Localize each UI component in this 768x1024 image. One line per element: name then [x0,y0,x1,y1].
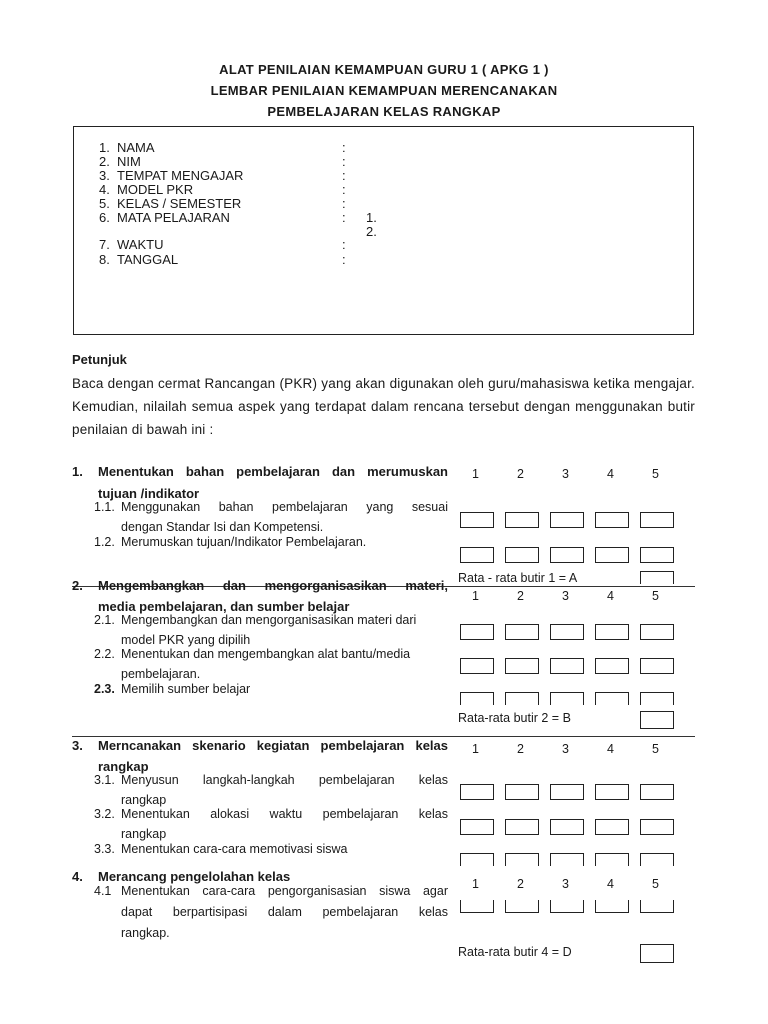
item-number: 4.1 [94,884,112,898]
item-4-1-text-cont: dapat berpartisipasi dalam pembelajaran kelas [121,905,448,919]
item-number: 3.1. [94,773,115,787]
score-box[interactable] [505,512,539,528]
field-colon: : [342,196,346,211]
score-box[interactable] [505,624,539,640]
title-line-3: PEMBELAJARAN KELAS RANGKAP [267,104,501,119]
section-3-title: Merncanakan skenario kegiatan pembelajaran kelas [98,738,448,753]
score-box[interactable] [550,853,584,866]
field-no: 3. [99,168,110,183]
item-number: 3.2. [94,807,115,821]
score-box[interactable] [595,819,629,835]
scale-3: 3 [562,589,569,603]
scale-1: 1 [472,877,479,891]
rata-rata-b-label: Rata-rata butir 2 = B [458,711,571,725]
field-label-nim: NIM [117,154,141,169]
rata-rata-d-box[interactable] [640,944,674,963]
field-colon: : [342,168,346,183]
scale-2: 2 [517,589,524,603]
score-box[interactable] [640,853,674,866]
score-box[interactable] [505,658,539,674]
field-label-tempat: TEMPAT MENGAJAR [117,168,244,183]
item-3-3-text: Menentukan cara-cara memotivasi siswa [121,842,348,856]
scale-5: 5 [652,467,659,481]
item-3-1-text-cont: rangkap [121,793,167,807]
score-box[interactable] [550,900,584,913]
field-no: 4. [99,182,110,197]
score-box[interactable] [460,547,494,563]
petunjuk-text: Baca dengan cermat Rancangan (PKR) yang akan digunakan oleh guru/mahasiswa ketika mengajar. Kemudian, nilailah semua aspek yang terdapat dalam rencana tersebut dengan menggunakan butir penilaian di bawah ini : [72,376,695,437]
field-colon: : [342,140,346,155]
field-colon: : [342,210,346,225]
score-box[interactable] [595,512,629,528]
item-3-2-text: Menentukan alokasi waktu pembelajaran kelas [121,807,448,821]
scale-3: 3 [562,742,569,756]
scale-5: 5 [652,742,659,756]
score-box[interactable] [550,692,584,705]
field-label-mapel: MATA PELAJARAN [117,210,230,225]
score-box[interactable] [640,512,674,528]
score-box[interactable] [505,547,539,563]
section-2-title: Mengembangkan dan mengorganisasikan materi, [98,578,448,593]
score-box[interactable] [640,547,674,563]
field-no: 5. [99,196,110,211]
scale-4: 4 [607,467,614,481]
item-number: 3.3. [94,842,115,856]
section-3-title-cont: rangkap [98,759,149,774]
scale-4: 4 [607,877,614,891]
score-box[interactable] [550,624,584,640]
score-box[interactable] [460,692,494,705]
scale-3: 3 [562,877,569,891]
score-box[interactable] [460,784,494,800]
section-4-title: Merancang pengelolahan kelas [98,869,291,884]
item-number: 1.2. [94,535,115,549]
score-box[interactable] [460,624,494,640]
item-number: 2.3. [94,682,115,696]
score-box[interactable] [640,900,674,913]
field-colon: : [342,252,346,267]
score-box[interactable] [460,900,494,913]
item-4-1-text-cont2: rangkap. [121,926,170,940]
score-box[interactable] [595,692,629,705]
section-1-title: Menentukan bahan pembelajaran dan merumuskan [98,464,448,479]
section-4-number: 4. [72,869,83,884]
score-box[interactable] [595,784,629,800]
score-box[interactable] [640,692,674,705]
rata-rata-b-box[interactable] [640,711,674,729]
item-3-2-text-cont: rangkap [121,827,167,841]
field-label-tanggal: TANGGAL [117,252,179,267]
item-2-3-text: Memilih sumber belajar [121,682,251,696]
field-label-model: MODEL PKR [117,182,194,197]
item-2-2-text: Menentukan dan mengembangkan alat bantu/media [121,647,411,661]
title-line-2: LEMBAR PENILAIAN KEMAMPUAN MERENCANAKAN [210,83,558,98]
item-1-1-text: Menggunakan bahan pembelajaran yang sesuai [121,500,448,514]
score-box[interactable] [505,900,539,913]
score-box[interactable] [550,658,584,674]
section-1-number: 1. [72,464,83,479]
field-no: 6. [99,210,110,225]
scale-1: 1 [472,467,479,481]
score-box[interactable] [505,784,539,800]
section-3-number: 3. [72,738,83,753]
score-box[interactable] [460,853,494,866]
field-label-nama: NAMA [117,140,155,155]
rata-rata-a-box[interactable] [640,571,674,584]
rata-rata-d-label: Rata-rata butir 4 = D [458,945,572,959]
scale-3: 3 [562,467,569,481]
item-2-1-text: Mengembangkan dan mengorganisasikan materi dari [121,613,417,627]
item-number: 2.2. [94,647,115,661]
score-box[interactable] [595,547,629,563]
section-divider [72,736,695,737]
field-colon: : [342,182,346,197]
score-box[interactable] [550,819,584,835]
subject-item-2: 2. [366,224,377,239]
score-box[interactable] [460,512,494,528]
field-no: 7. [99,237,110,252]
scale-4: 4 [607,742,614,756]
item-number: 2.1. [94,613,115,627]
item-4-1-text: Menentukan cara-cara pengorganisasian siswa agar [121,884,448,898]
scale-5: 5 [652,877,659,891]
scale-1: 1 [472,742,479,756]
field-no: 8. [99,252,110,267]
identity-box [73,126,694,335]
field-colon: : [342,154,346,169]
item-2-2-text-cont: pembelajaran. [121,667,201,681]
item-number: 1.1. [94,500,115,514]
rata-rata-a-label: Rata - rata butir 1 = A [458,571,578,585]
scale-2: 2 [517,742,524,756]
section-2-title-cont: media pembelajaran, dan sumber belajar [98,599,350,614]
score-box[interactable] [595,853,629,866]
score-box[interactable] [550,512,584,528]
item-3-1-text: Menyusun langkah-langkah pembelajaran kelas [121,773,448,787]
score-box[interactable] [460,658,494,674]
score-box[interactable] [460,819,494,835]
field-label-waktu: WAKTU [117,237,164,252]
field-label-kelas: KELAS / SEMESTER [117,196,242,211]
scale-2: 2 [517,877,524,891]
scale-4: 4 [607,589,614,603]
scale-2: 2 [517,467,524,481]
score-box[interactable] [550,547,584,563]
score-box[interactable] [640,819,674,835]
score-box[interactable] [595,900,629,913]
score-box[interactable] [595,624,629,640]
score-box[interactable] [640,624,674,640]
score-box[interactable] [640,658,674,674]
field-no: 2. [99,154,110,169]
item-1-1-text-cont: dengan Standar Isi dan Kompetensi. [121,520,324,534]
scale-1: 1 [472,589,479,603]
item-1-2-text: Merumuskan tujuan/Indikator Pembelajaran. [121,535,367,549]
score-box[interactable] [505,692,539,705]
score-box[interactable] [505,819,539,835]
score-box[interactable] [505,853,539,866]
scale-5: 5 [652,589,659,603]
field-no: 1. [99,140,110,155]
score-box[interactable] [550,784,584,800]
score-box[interactable] [595,658,629,674]
title-line-1: ALAT PENILAIAN KEMAMPUAN GURU 1 ( APKG 1 ) [219,62,549,77]
item-2-1-text-cont: model PKR yang dipilih [121,633,251,647]
subject-item-1: 1. [366,210,377,225]
petunjuk-heading: Petunjuk [72,352,127,367]
field-colon: : [342,237,346,252]
section-1-title-cont: tujuan /indikator [98,486,200,501]
score-box[interactable] [640,784,674,800]
section-2-number: 2. [72,578,83,593]
